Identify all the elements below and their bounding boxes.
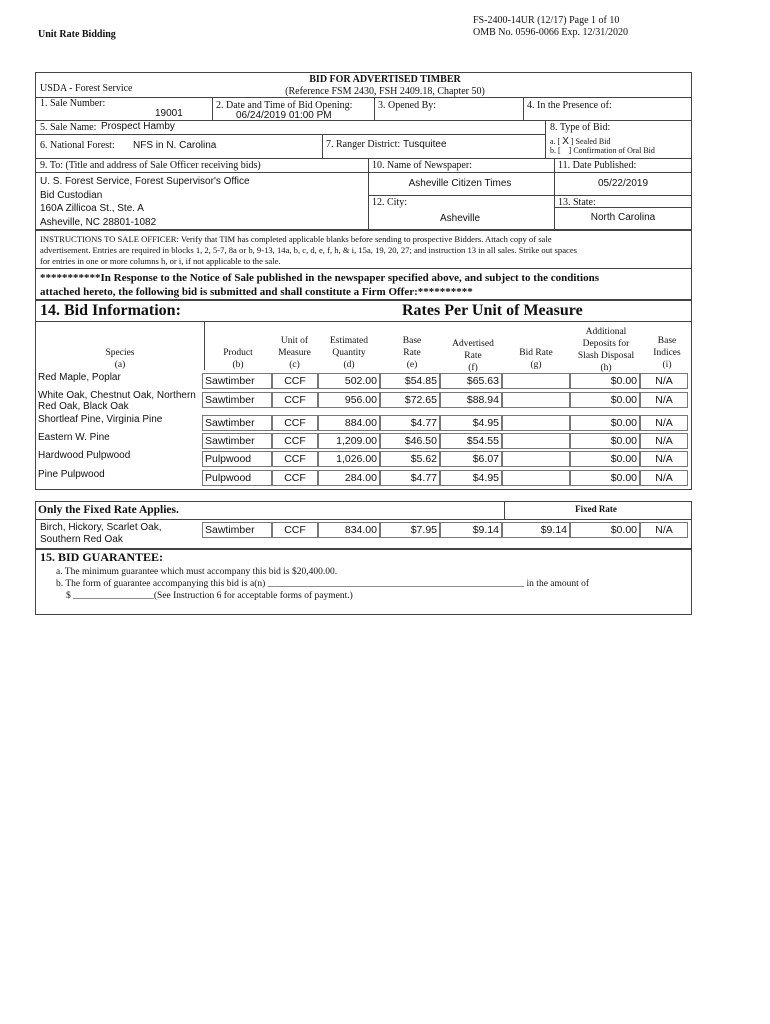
bid-rate-cell[interactable]	[502, 373, 570, 389]
fixed-base: $7.95	[380, 522, 440, 538]
bid-type-label: 8. Type of Bid:	[550, 122, 611, 133]
deposit-cell: $0.00	[570, 392, 640, 408]
base-rate-cell: $72.65	[380, 392, 440, 408]
bid-rate-cell[interactable]	[502, 470, 570, 486]
bid-guarantee-text: a. The minimum guarantee which must accompany this bid is $20,400.00. b. The form of guarantee accompanying this bid is a(n) ______________________________________________________ in the amount of $ _________________(See Instruction 6 for acceptable forms of payment.)	[56, 567, 590, 601]
fixed-rate-column-label: Fixed Rate	[575, 504, 617, 514]
col-advertised-rate: Advertised Rate (f)	[452, 339, 494, 373]
fixed-adv: $9.14	[440, 522, 502, 538]
species-cell: White Oak, Chestnut Oak, Northern Red Oak, Black Oak	[38, 390, 196, 412]
product-cell: Sawtimber	[202, 415, 272, 431]
qty-cell: 1,209.00	[318, 433, 380, 449]
species-cell: Eastern W. Pine	[38, 432, 110, 443]
sealed-bid-option[interactable]: a. [ X ] Sealed Bid	[550, 136, 611, 147]
col-base-indices: Base Indices (i)	[653, 336, 681, 370]
fixed-species: Birch, Hickory, Scarlet Oak, Southern Red Oak	[40, 522, 162, 545]
omb-number: OMB No. 0596-0066 Exp. 12/31/2020	[473, 27, 628, 38]
advertised-rate-cell: $4.95	[440, 415, 502, 431]
agency-name: USDA - Forest Service	[40, 83, 133, 94]
col-quantity: Estimated Quantity (d)	[330, 336, 368, 370]
fixed-rate-value[interactable]: $9.14	[502, 522, 570, 538]
unit-cell: CCF	[272, 451, 318, 467]
unit-cell: CCF	[272, 392, 318, 408]
sealed-bid-mark: X	[562, 136, 569, 147]
product-cell: Sawtimber	[202, 433, 272, 449]
sale-number-value[interactable]: 19001	[155, 108, 183, 119]
base-rate-cell: $4.77	[380, 415, 440, 431]
bid-rate-cell[interactable]	[502, 392, 570, 408]
forest-label: 6. National Forest:	[40, 140, 115, 151]
unit-rate-bidding-title: Unit Rate Bidding	[38, 29, 116, 40]
date-published-label: 11. Date Published:	[558, 160, 637, 171]
base-rate-cell: $54.85	[380, 373, 440, 389]
qty-cell: 502.00	[318, 373, 380, 389]
col-product: Product (b)	[223, 348, 253, 370]
qty-cell: 884.00	[318, 415, 380, 431]
fixed-rate-title: Only the Fixed Rate Applies.	[38, 504, 179, 516]
fixed-unit: CCF	[272, 522, 318, 538]
sale-number-label: 1. Sale Number:	[40, 98, 106, 109]
indices-cell: N/A	[640, 415, 688, 431]
sale-name-value[interactable]: Prospect Hamby	[101, 121, 175, 132]
deposit-cell: $0.00	[570, 415, 640, 431]
deposit-cell: $0.00	[570, 451, 640, 467]
newspaper-label: 10. Name of Newspaper:	[372, 160, 472, 171]
bid-rate-cell[interactable]	[502, 415, 570, 431]
to-label: 9. To: (Title and address of Sale Officer receiving bids)	[40, 160, 261, 171]
fixed-deposit: $0.00	[570, 522, 640, 538]
reference-line: (Reference FSM 2430, FSH 2409.18, Chapter 50)	[285, 86, 485, 97]
unit-cell: CCF	[272, 433, 318, 449]
state-label: 13. State:	[558, 197, 596, 208]
bid-info-title: 14. Bid Information:	[40, 302, 181, 319]
product-cell: Pulpwood	[202, 451, 272, 467]
unit-cell: CCF	[272, 415, 318, 431]
instructions-text: INSTRUCTIONS TO SALE OFFICER: Verify that TIM has completed applicable blanks before sending to prospective Bidders. Attach copy of sale advertisement. Entries are required in blocks 1, 2, 5-7, 8a or b, 9-13, 14a, b, c, d, e, f, h, & i, 15a, 19, 20, 27; and instruction 13 in all sales. Strike out spaces for entries in one or more columns h, or i, if not applicable to the sale.	[40, 234, 577, 266]
fixed-product: Sawtimber	[202, 522, 272, 538]
unit-cell: CCF	[272, 373, 318, 389]
guarantee-form-field[interactable]: b. The form of guarantee accompanying this bid is a(n) ______________________________________________________ in the amount of	[56, 579, 590, 589]
col-species: Species (a)	[105, 348, 135, 370]
fixed-qty: 834.00	[318, 522, 380, 538]
qty-cell: 956.00	[318, 392, 380, 408]
indices-cell: N/A	[640, 392, 688, 408]
ranger-district-label: 7. Ranger District:	[326, 139, 401, 150]
qty-cell: 284.00	[318, 470, 380, 486]
form-number: FS-2400-14UR (12/17) Page 1 of 10	[473, 15, 620, 26]
newspaper-value[interactable]: Asheville Citizen Times	[408, 178, 512, 189]
indices-cell: N/A	[640, 451, 688, 467]
base-rate-cell: $4.77	[380, 470, 440, 486]
date-published-value[interactable]: 05/22/2019	[597, 178, 649, 189]
sale-name-label: 5. Sale Name:	[40, 122, 97, 133]
bid-rate-cell[interactable]	[502, 433, 570, 449]
deposit-cell: $0.00	[570, 433, 640, 449]
opened-by-label: 3. Opened By:	[378, 100, 437, 111]
species-cell: Pine Pulpwood	[38, 469, 105, 480]
bid-form-title: BID FOR ADVERTISED TIMBER	[309, 74, 461, 85]
col-base-rate: Base Rate (e)	[402, 336, 422, 370]
indices-cell: N/A	[640, 470, 688, 486]
deposit-cell: $0.00	[570, 373, 640, 389]
species-cell: Shortleaf Pine, Virginia Pine	[38, 414, 163, 425]
state-value[interactable]: North Carolina	[590, 212, 656, 223]
forest-value[interactable]: NFS in N. Carolina	[133, 140, 217, 151]
advertised-rate-cell: $88.94	[440, 392, 502, 408]
fixed-indices: N/A	[640, 522, 688, 538]
base-rate-cell: $5.62	[380, 451, 440, 467]
to-address[interactable]: U. S. Forest Service, Forest Supervisor's Office Bid Custodian 160A Zillicoa St., Ste. A Asheville, NC 28801-1082	[40, 176, 250, 228]
firm-offer-statement: ***********In Response to the Notice of Sale published in the newspaper specified above, and subject to the conditions attached hereto, the following bid is submitted and shall constitute a Firm Offer:**********	[40, 272, 600, 298]
species-cell: Hardwood Pulpwood	[38, 450, 131, 461]
city-label: 12. City:	[372, 197, 408, 208]
product-cell: Sawtimber	[202, 392, 272, 408]
advertised-rate-cell: $54.55	[440, 433, 502, 449]
bid-rate-cell[interactable]	[502, 451, 570, 467]
col-slash-deposits: Additional Deposits for Slash Disposal (h)	[577, 327, 635, 373]
advertised-rate-cell: $4.95	[440, 470, 502, 486]
col-bid-rate: Bid Rate (g)	[519, 348, 553, 370]
base-rate-cell: $46.50	[380, 433, 440, 449]
city-value[interactable]: Asheville	[439, 213, 481, 224]
qty-cell: 1,026.00	[318, 451, 380, 467]
unit-cell: CCF	[272, 470, 318, 486]
advertised-rate-cell: $65.63	[440, 373, 502, 389]
col-unit: Unit of Measure (c)	[278, 336, 311, 370]
bid-opening-value[interactable]: 06/24/2019 01:00 PM	[236, 110, 332, 121]
product-cell: Sawtimber	[202, 373, 272, 389]
species-cell: Red Maple, Poplar	[38, 372, 121, 383]
oral-bid-option[interactable]: b. [ ] Confirmation of Oral Bid	[550, 146, 655, 155]
product-cell: Pulpwood	[202, 470, 272, 486]
ranger-district-value[interactable]: Tusquitee	[403, 139, 447, 150]
indices-cell: N/A	[640, 433, 688, 449]
presence-label: 4. In the Presence of:	[527, 100, 612, 111]
guarantee-amount-field[interactable]: $ _________________(See Instruction 6 for acceptable forms of payment.)	[66, 591, 353, 601]
bid-guarantee-title: 15. BID GUARANTEE:	[40, 550, 164, 564]
indices-cell: N/A	[640, 373, 688, 389]
advertised-rate-cell: $6.07	[440, 451, 502, 467]
bid-opening-label: 2. Date and Time of Bid Opening:	[216, 100, 353, 111]
deposit-cell: $0.00	[570, 470, 640, 486]
rates-title: Rates Per Unit of Measure	[402, 302, 583, 319]
